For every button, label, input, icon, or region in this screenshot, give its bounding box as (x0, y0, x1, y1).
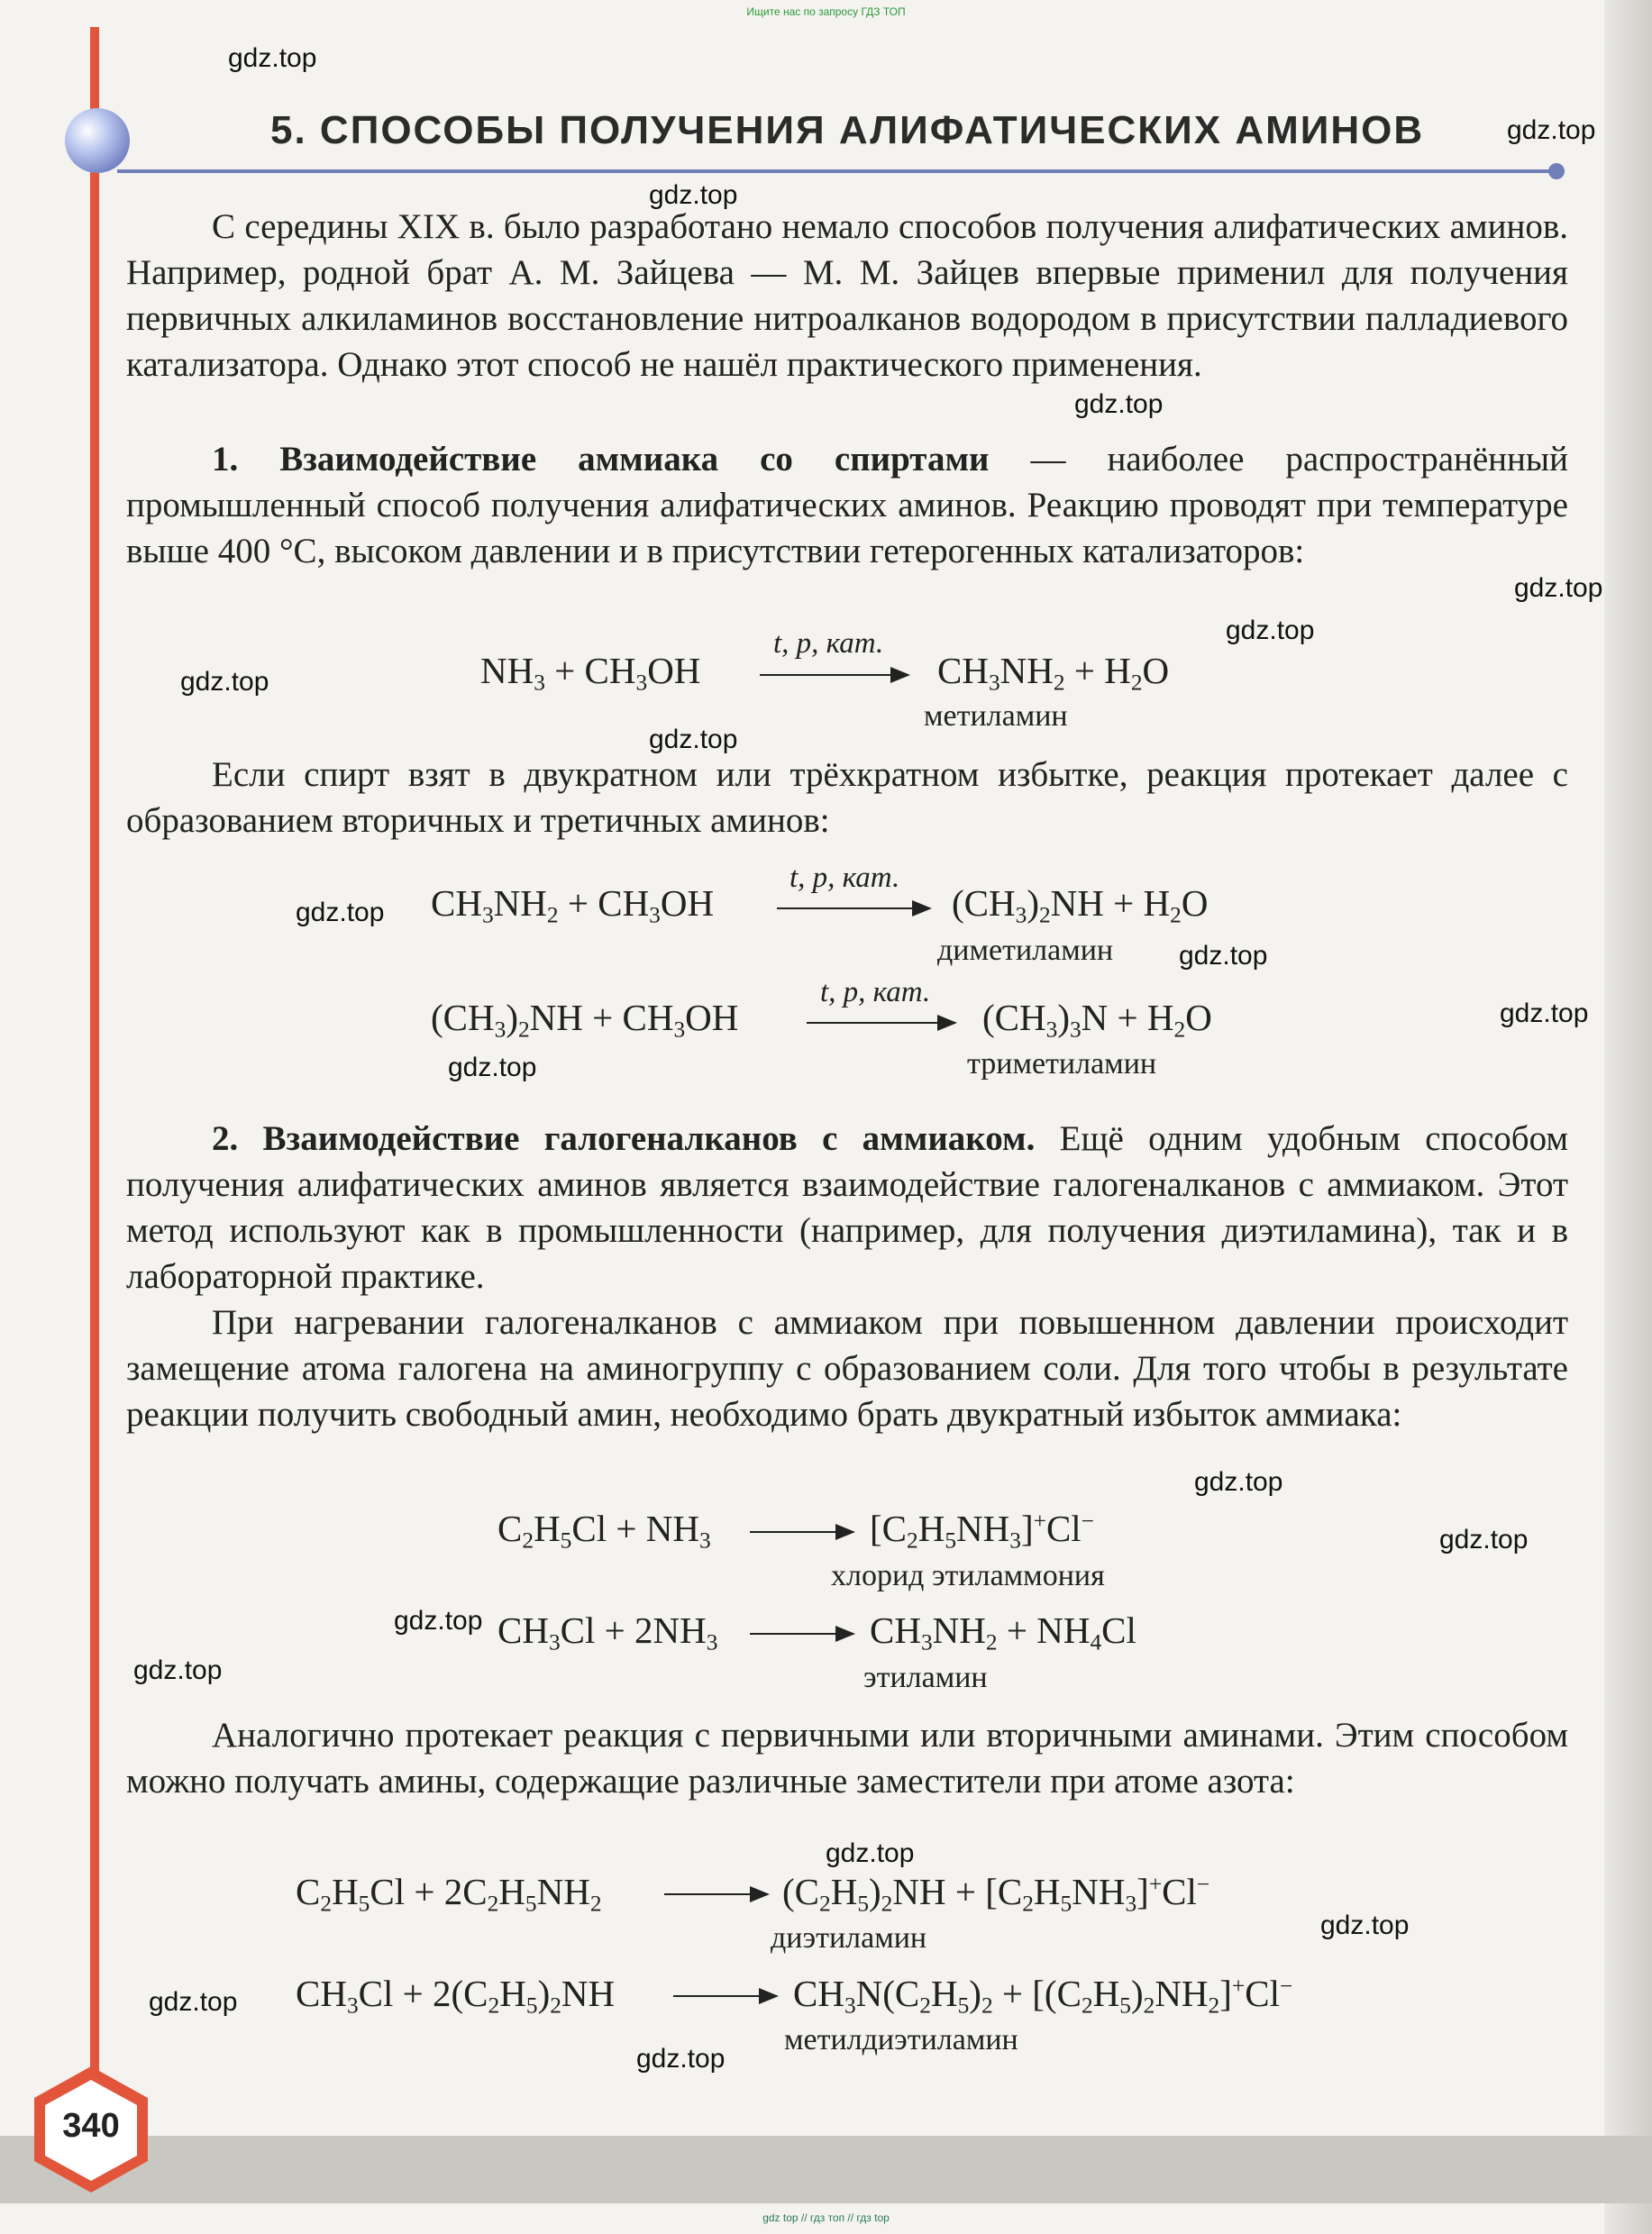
excess-paragraph (126, 752, 1568, 843)
watermark: gdz.top (1439, 1525, 1529, 1555)
section2-paragraph (126, 1116, 1568, 1299)
equation-5-reactants: $CH_3Cl + 2NH_3$ (497, 1609, 718, 1655)
equation-4-reactants: $C_2H_5Cl + NH_3$ (497, 1508, 711, 1554)
watermark: gdz.top (394, 1606, 483, 1636)
section-title: 5. СПОСОБЫ ПОЛУЧЕНИЯ АЛИФАТИЧЕСКИХ АМИНОВ (270, 108, 1425, 152)
equation-1-condition: t, p, кат. (773, 627, 884, 660)
title-underline (117, 169, 1555, 173)
watermark: gdz.top (649, 725, 738, 754)
watermark: gdz.top (149, 1987, 238, 2017)
equation-5-product-name: этиламин (863, 1661, 988, 1694)
analog-paragraph (126, 1712, 1568, 1804)
equation-2-condition: t, p, кат. (789, 862, 900, 894)
equation-1-products: $CH_3NH_2 + H_2O$ (937, 650, 1170, 696)
equation-6-products: $(C_2H_5)_2NH + [C_2H_5NH_3]^+Cl^-$ (782, 1871, 1210, 1917)
equation-3-condition: t, p, кат. (820, 976, 931, 1008)
equation-2-products: $(CH_3)_2NH + H_2O$ (952, 882, 1209, 928)
heating-paragraph (126, 1299, 1568, 1437)
watermark: gdz.top (1226, 615, 1315, 645)
watermark: gdz.top (1514, 573, 1603, 603)
equation-1-product-name: метиламин (924, 699, 1068, 733)
bottom-note: gdz top // гдз топ // гдз top (762, 2211, 890, 2224)
watermark: gdz.top (1194, 1467, 1283, 1497)
section1-text: — наиболее распространённый промышленный способ получения алифатических аминов. Реакцию проводят при температуре выше 400 °C, высоком давлении и в присутствии гетерогенных катализаторов: (126, 440, 1568, 570)
equation-4-products: $[C_2H_5NH_3]^+Cl^-$ (870, 1508, 1095, 1554)
section2-text: Ещё одним удобным способом получения алифатических аминов является взаимодействие галогеналканов с аммиаком. Этот метод используют как в промышленности (например, для получения диэтиламина), так и в лабораторной практике. (126, 1119, 1569, 1296)
equation-7-products: $CH_3N(C_2H_5)_2 + [(C_2H_5)_2NH_2]^+Cl^-$ (793, 1973, 1293, 2019)
equation-2-product-name: диметиламин (937, 934, 1114, 967)
equation-3-products: $(CH_3)_3N + H_2O$ (982, 997, 1212, 1043)
equation-2-arrow (777, 907, 930, 909)
watermark: gdz.top (228, 43, 317, 73)
section2-heading: 2. Взаимодействие галогеналканов с аммиаком. (212, 1119, 1036, 1158)
equation-6-product-name: диэтиламин (771, 1921, 927, 1955)
watermark: gdz.top (1179, 941, 1268, 971)
watermark: gdz.top (133, 1655, 223, 1685)
title-ball-icon (65, 108, 130, 173)
equation-3-reactants: $(CH_3)_2NH + CH_3OH$ (431, 997, 739, 1043)
equation-7-arrow (673, 1995, 777, 1997)
equation-7-product-name: метилдиэтиламин (784, 2023, 1018, 2056)
watermark: gdz.top (649, 180, 738, 210)
watermark: gdz.top (1074, 389, 1164, 419)
margin-red-line (90, 27, 99, 2127)
title-line-dot (1548, 163, 1565, 179)
equation-4-product-name: хлорид этиламмония (831, 1559, 1105, 1592)
watermark: gdz.top (1500, 998, 1589, 1028)
equation-4-arrow (750, 1531, 853, 1533)
equation-6-arrow (664, 1893, 768, 1895)
page-edge-shadow (1604, 0, 1652, 2234)
equation-3-product-name: триметиламин (967, 1047, 1157, 1081)
heating-text: При нагревании галогеналканов с аммиаком при повышенном давлении происходит замещение атома галогена на аминогруппу с образованием соли. Для того чтобы в результате реакции получить свободный амин, необходимо брать двукратный избыток аммиака: (126, 1303, 1568, 1434)
equation-1-arrow (760, 674, 908, 676)
watermark: gdz.top (826, 1838, 915, 1868)
equation-1-reactants: $NH_3 + CH_3OH$ (480, 650, 701, 696)
equation-6-reactants: $C_2H_5Cl + 2C_2H_5NH_2$ (296, 1871, 602, 1917)
intro-paragraph (126, 204, 1568, 388)
watermark: gdz.top (1320, 1910, 1410, 1940)
equation-5-arrow (750, 1633, 853, 1635)
bottom-band (0, 2136, 1652, 2203)
top-search-note: Ищите нас по запросу ГДЗ ТОП (746, 5, 906, 18)
page-number: 340 (62, 2107, 120, 2145)
section1-paragraph (126, 436, 1568, 574)
analog-text: Аналогично протекает реакция с первичными или вторичными аминами. Этим способом можно получать амины, содержащие различные заместители при атоме азота: (126, 1716, 1568, 1801)
watermark: gdz.top (180, 667, 269, 697)
watermark: gdz.top (296, 898, 385, 927)
equation-5-products: $CH_3NH_2 + NH_4Cl$ (870, 1609, 1136, 1655)
section1-heading: 1. Взаимодействие аммиака со спиртами (212, 440, 990, 479)
watermark: gdz.top (1507, 115, 1596, 145)
equation-3-arrow (807, 1022, 955, 1024)
watermark: gdz.top (636, 2044, 726, 2074)
intro-text: С середины XIX в. было разработано немало способов получения алифатических аминов. Например, родной брат А. М. Зайцева — М. М. Зайцев впервые применил для получения первичных алкиламинов восстановление нитроалканов водородом в присутствии палладиевого катализатора. Однако этот способ не нашёл практического применения. (126, 207, 1568, 384)
equation-2-reactants: $CH_3NH_2 + CH_3OH$ (431, 882, 715, 928)
excess-text: Если спирт взят в двукратном или трёхкратном избытке, реакция протекает далее с образованием вторичных и третичных аминов: (126, 755, 1568, 840)
watermark: gdz.top (448, 1053, 537, 1082)
equation-7-reactants: $CH_3Cl + 2(C_2H_5)_2NH$ (296, 1973, 616, 2019)
